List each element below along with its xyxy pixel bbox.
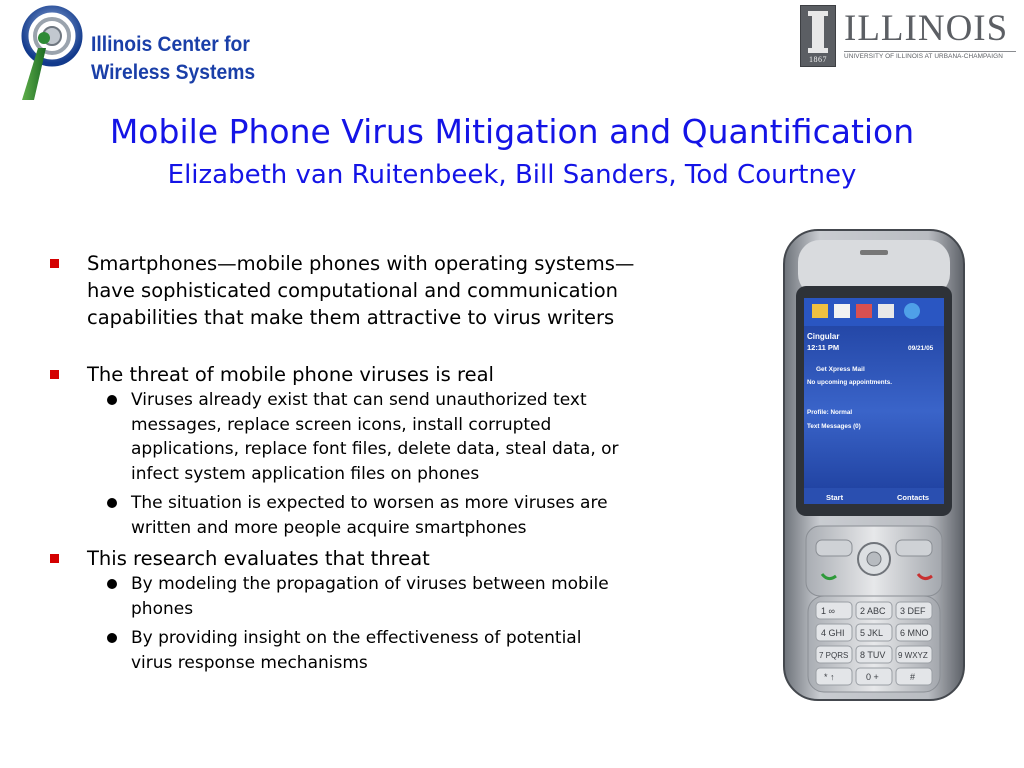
- sub-bullet-text: By modeling the propagation of viruses between mobile: [131, 574, 609, 594]
- keypad-key: 1 ∞: [821, 606, 835, 616]
- sub-bullet-text: infect system application files on phones: [131, 463, 480, 484]
- uiuc-wordmark: ILLINOIS: [844, 8, 1009, 49]
- bullet-item: [50, 250, 762, 331]
- phone-time: 12:11 PM: [807, 343, 840, 352]
- uiuc-subline: UNIVERSITY OF ILLINOIS AT URBANA-CHAMPAIGN: [844, 53, 1003, 60]
- slide-title: Mobile Phone Virus Mitigation and Quantification: [109, 112, 915, 151]
- keypad-key: 4 GHI: [821, 628, 845, 638]
- keypad-key: 0 +: [866, 672, 879, 682]
- bullet-list: [50, 250, 762, 675]
- sub-bullet-item: [50, 491, 762, 540]
- sub-bullet-item: [50, 572, 762, 621]
- phone-item: Profile: Normal: [807, 409, 853, 416]
- sub-bullet-text: Viruses already exist that can send unauthorized text: [131, 390, 587, 410]
- bullet-item: [50, 361, 762, 388]
- org-name: [91, 31, 255, 87]
- keypad-key: #: [910, 672, 916, 682]
- bullet-square-icon: [50, 259, 59, 268]
- keypad-key: 2 ABC: [860, 606, 886, 616]
- phone-softkey-start: Start: [826, 493, 844, 502]
- uiuc-year: 1867: [809, 55, 827, 64]
- bullet-text: Smartphones—mobile phones with operating systems—: [87, 252, 635, 275]
- uiuc-seal: [800, 5, 836, 67]
- sub-bullet-text: By providing insight on the effectiveness of potential: [131, 628, 582, 648]
- uiuc-rule: [844, 51, 1016, 52]
- org-name-line2: Wireless Systems: [91, 61, 256, 84]
- sub-bullet-text: phones: [131, 598, 194, 619]
- bullet-text: This research evaluates that threat: [87, 547, 430, 570]
- bullet-dot-icon: [107, 395, 117, 405]
- bullet-text: The threat of mobile phone viruses is real: [87, 363, 494, 386]
- keypad-key: 5 JKL: [860, 628, 884, 638]
- bullet-dot-icon: [107, 633, 117, 643]
- keypad-key: 3 DEF: [900, 606, 926, 616]
- bullet-text: capabilities that make them attractive to virus writers: [87, 306, 615, 329]
- bullet-square-icon: [50, 370, 59, 379]
- bullet-dot-icon: [107, 498, 117, 508]
- bullet-item: [50, 545, 762, 572]
- bullet-text: have sophisticated computational and communication: [87, 279, 618, 302]
- keypad-key: * ↑: [824, 672, 835, 682]
- sub-bullet-text: applications, replace font files, delete data, steal data, or: [131, 439, 619, 459]
- sub-bullet-text: The situation is expected to worsen as more viruses are: [131, 493, 608, 513]
- org-name-line1: Illinois Center for: [91, 33, 250, 56]
- smartphone-image: [776, 226, 972, 704]
- phone-softkey-contacts: Contacts: [897, 493, 930, 502]
- keypad-key: 8 TUV: [860, 650, 886, 660]
- sub-bullet-item: [50, 388, 762, 486]
- sub-bullet-text: messages, replace screen icons, install corrupted: [131, 414, 552, 435]
- sub-bullet-text: written and more people acquire smartphones: [131, 517, 527, 538]
- icws-logo: [8, 4, 86, 104]
- keypad-key: 7 PQRS: [819, 651, 849, 660]
- phone-date: 09/21/05: [908, 345, 934, 352]
- uiuc-logo: [796, 5, 1020, 67]
- bullet-dot-icon: [107, 579, 117, 589]
- phone-carrier: Cingular: [807, 332, 840, 341]
- slide-authors: Elizabeth van Ruitenbeek, Bill Sanders, Tod Courtney: [167, 160, 857, 190]
- sub-bullet-text: virus response mechanisms: [131, 652, 368, 673]
- phone-item: No upcoming appointments.: [807, 379, 893, 386]
- phone-item: Text Messages (0): [807, 423, 861, 430]
- keypad-key: 9 WXYZ: [898, 651, 928, 660]
- phone-item: Get Xpress Mail: [816, 366, 865, 373]
- keypad-key: 6 MNO: [900, 628, 929, 638]
- sub-bullet-item: [50, 626, 762, 675]
- bullet-square-icon: [50, 554, 59, 563]
